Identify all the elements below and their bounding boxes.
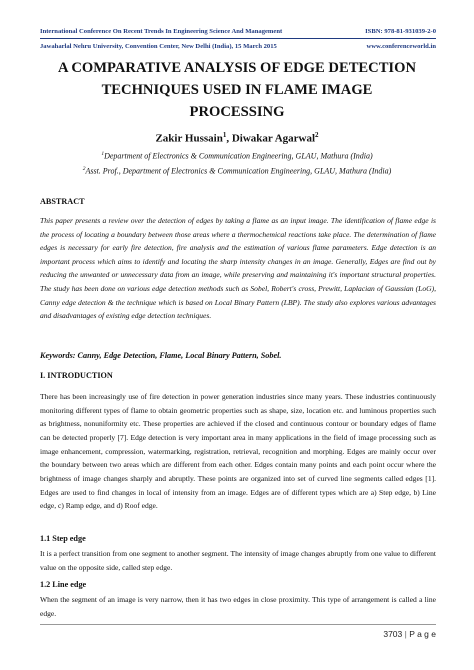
line-edge-text: When the segment of an image is very narrow, then it has two edges in close proximity. This type of arrangement is called a line edge. xyxy=(40,595,436,618)
step-edge-heading: 1.1 Step edge xyxy=(40,534,86,543)
author-separator: , xyxy=(226,132,232,145)
line-edge-heading: 1.2 Line edge xyxy=(40,580,87,589)
introduction-text: There has been increasingly use of fire detection in power generation industries since many years. These industries continuously monitoring different types of flame to obtain geometric properties such as shape, size, location etc. and luminous properties such as brightness, nonuniformity etc. These properties are achieved if the closed and continuous contour or boundary edges of flame can be detected properly [7]. Edge detection is very important area in many applications in the field of image processing such as image enhancement, compression, watermarking, registration, retrieval, recognition and morphing. Edges are mainly occur over the boundary between two areas which are different from each other. Edges contain many points and each point occur where the brightness of image changes sharply and abruptly. These points are organized into set of curved line segments called edges [1]. Edges are used to find changes in local of intensity from an image. Edges are of different types which are a) Step edge, b) Line edge, c) Ramp edge, and d) Roof edge. xyxy=(40,392,436,511)
abstract-text: This paper presents a review over the detection of edges by taking a flame as an input image. The identification of flame edge is the process of locating a boundary between those areas where a thermochemical reactions take place. The determination of flame edges is necessary for early fire detection, fire analysis and the estimation of various flame parameters. Edge detection is an important process which aims to identify and locating the sharp intensity changes in an image. Generally, Edges are find out by reducing the unwanted or unnecessary data from an image, while preserving and maintaining it's important structural properties. The study has been done on various edge detection methods such as Sobel, Robert's cross, Prewitt, Laplacian of Gaussian (LoG), Canny edge detection & the technique which is based on Local Binary Pattern (LBP). The study also explores various advantages and disadvantages of existing edge detection techniques. xyxy=(40,216,436,321)
conference-website: www.conferenceworld.in xyxy=(366,43,436,50)
running-header-bottom xyxy=(40,43,436,50)
keywords-label: Keywords xyxy=(40,351,73,360)
page-number: 3703 xyxy=(383,629,403,639)
title-line-3: PROCESSING xyxy=(189,104,285,120)
title-line-2: TECHNIQUES USED IN FLAME IMAGE xyxy=(101,82,373,98)
page-label: P a g e xyxy=(409,629,436,639)
author-name: Diwakar Agarwal xyxy=(231,132,316,145)
author-affiliation-mark: 2 xyxy=(315,131,319,139)
header-divider xyxy=(40,38,436,39)
keywords-text: : Canny, Edge Detection, Flame, Local Binary Pattern, Sobel. xyxy=(72,351,282,360)
affiliation-mark: 1 xyxy=(101,151,105,157)
author-list xyxy=(30,131,444,145)
conference-venue: Jawaharlal Nehru University, Convention Center, New Delhi (India), 15 March 2015 xyxy=(40,43,277,50)
author-name: Zakir Hussain xyxy=(155,132,223,145)
abstract-heading: ABSTRACT xyxy=(40,197,85,206)
author-affiliation-mark: 1 xyxy=(222,131,227,139)
running-header-top xyxy=(40,28,436,35)
conference-name: International Conference On Recent Trends In Engineering Science And Management xyxy=(40,28,283,35)
title-line-1: A COMPARATIVE ANALYSIS OF EDGE DETECTION xyxy=(57,60,416,76)
paper-title xyxy=(30,57,444,123)
affiliation-text: Asst. Prof., Department of Electronics & Communication Engineering, GLAU, Mathura (India) xyxy=(85,166,392,176)
page-footer xyxy=(383,629,436,639)
affiliation xyxy=(30,151,444,161)
keywords xyxy=(40,351,436,360)
footer-divider xyxy=(40,624,436,625)
isbn: ISBN: 978-81-931039-2-0 xyxy=(365,28,436,35)
affiliation-text: Department of Electronics & Communication Engineering, GLAU, Mathura (India) xyxy=(104,151,373,161)
footer-separator: | xyxy=(402,629,410,639)
step-edge-text: It is a perfect transition from one segment to another segment. The intensity of image changes abruptly from one value to different value on the opposite side, called step edge. xyxy=(40,549,436,572)
affiliation xyxy=(30,166,444,176)
affiliation-mark: 2 xyxy=(82,166,86,172)
introduction-heading: I. INTRODUCTION xyxy=(40,371,113,380)
